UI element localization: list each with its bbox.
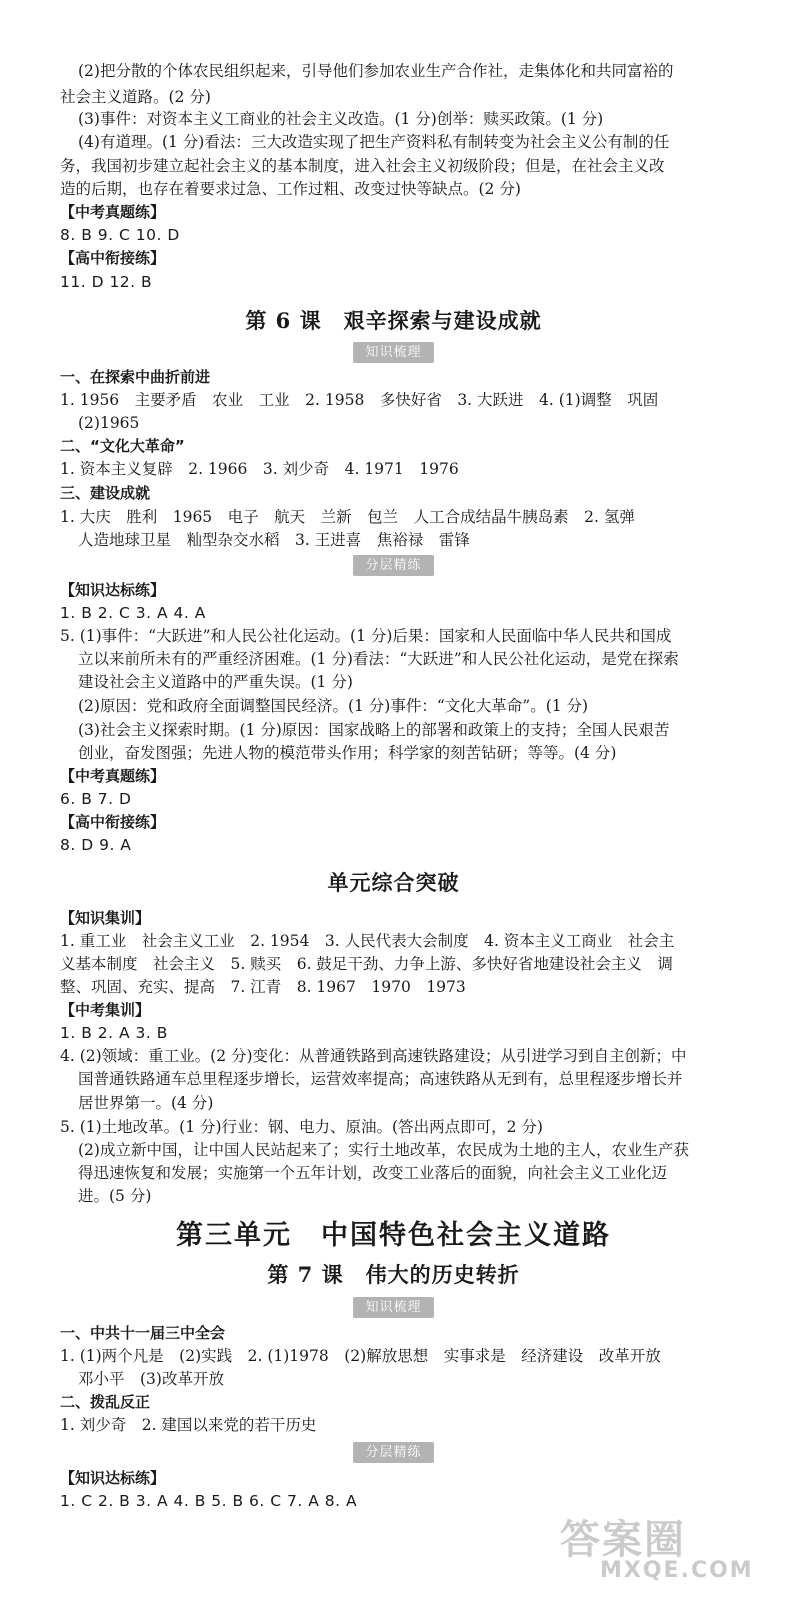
subsection-heading: 三、建设成就 [60, 484, 151, 502]
text-line: 务，我国初步建立起社会主义的基本制度，进入社会主义初级阶段；但是，在社会主义改 [60, 157, 665, 175]
answer-line: 11. D 12. B [60, 273, 153, 291]
subsection-heading: 二、拨乱反正 [60, 1393, 151, 1411]
watermark-url: MXQE.COM [600, 1558, 754, 1583]
watermark-logo [560, 1508, 770, 1588]
text-line: (2)把分散的个体农民组织起来，引导他们参加农业生产合作社，走集体化和共同富裕的 [78, 62, 674, 80]
text-line: 立以来前所未有的严重经济困难。(1 分)看法：“大跃进”和人民公社化运动，是党在探索 [78, 650, 679, 668]
text-line: 1. 重工业 社会主义工业 2. 1954 3. 人民代表大会制度 4. 资本主义工商业 社会主 [60, 932, 675, 950]
text-line: 1. 1956 主要矛盾 农业 工业 2. 1958 多快好省 3. 大跃进 4. (1)调整 巩固 [60, 391, 659, 409]
text-line: 进。(5 分) [78, 1187, 152, 1205]
section-tag: 知识梳理 [353, 342, 433, 363]
text-line: 得迅速恢复和发展；实施第一个五年计划，改变工业落后的面貌，向社会主义工业化迈 [78, 1164, 668, 1182]
unit-title: 第三单元 中国特色社会主义道路 [176, 1220, 611, 1251]
section-bracket-label: 【知识达标练】 [60, 1469, 166, 1487]
text-line: 义基本制度 社会主义 5. 赎买 6. 鼓足干劲、力争上游、多快好省地建设社会主义 调 [60, 955, 673, 973]
text-line: 1. 资本主义复辟 2. 1966 3. 刘少奇 4. 1971 1976 [60, 460, 459, 478]
lesson-title: 第 7 课 伟大的历史转折 [267, 1262, 520, 1287]
text-line: 4. (2)领域：重工业。(2 分)变化：从普通铁路到高速铁路建设；从引进学习到自主创新；中 [60, 1047, 687, 1065]
watermark-text: 答案圈 [560, 1517, 686, 1563]
text-line: 创业，奋发图强；先进人物的模范带头作用；科学家的刻苦钻研；等等。(4 分) [78, 744, 617, 762]
text-line: 人造地球卫星 籼型杂交水稻 3. 王进喜 焦裕禄 雷锋 [78, 531, 470, 549]
section-bracket-label: 【中考真题练】 [60, 767, 166, 785]
text-line: (2)原因：党和政府全面调整国民经济。(1 分)事件：“文化大革命”。(1 分) [78, 697, 589, 715]
text-line: (4)有道理。(1 分)看法：三大改造实现了把生产资料私有制转变为社会主义公有制的任 [78, 133, 670, 151]
text-line: (3)事件：对资本主义工商业的社会主义改造。(1 分)创举：赎买政策。(1 分) [78, 110, 604, 128]
subsection-heading: 一、在探索中曲折前进 [60, 368, 211, 386]
text-line: 邓小平 (3)改革开放 [78, 1370, 224, 1388]
tag-wrapper [0, 1442, 787, 1463]
section-bracket-label: 【高中衔接练】 [60, 813, 166, 831]
text-line: 整、巩固、充实、提高 7. 江青 8. 1967 1970 1973 [60, 978, 466, 996]
section-bracket-label: 【中考真题练】 [60, 203, 166, 221]
text-line: (2)成立新中国，让中国人民站起来了；实行土地改革，农民成为土地的主人，农业生产获 [78, 1141, 689, 1159]
subsection-heading: 二、“文化大革命” [60, 437, 185, 455]
text-line: 1. (1)两个凡是 (2)实践 2. (1)1978 (2)解放思想 实事求是 经济建设 改革开放 [60, 1347, 661, 1365]
lesson-title: 第 6 课 艰辛探索与建设成就 [245, 308, 542, 333]
section-bracket-label: 【中考集训】 [60, 1001, 151, 1019]
text-line: 5. (1)土地改革。(1 分)行业：钢、电力、原油。(答出两点即可，2 分) [60, 1118, 543, 1136]
text-line: 社会主义道路。(2 分) [60, 88, 211, 106]
section-tag: 知识梳理 [353, 1297, 433, 1318]
subsection-heading: 一、中共十一届三中全会 [60, 1324, 226, 1342]
answer-line: 1. C 2. B 3. A 4. B 5. B 6. C 7. A 8. A [60, 1492, 358, 1510]
text-line: 1. 大庆 胜利 1965 电子 航天 兰新 包兰 人工合成结晶牛胰岛素 2. 氢弹 [60, 508, 635, 526]
text-line: 居世界第一。(4 分) [78, 1094, 214, 1112]
section-bracket-label: 【高中衔接练】 [60, 249, 166, 267]
section-tag: 分层精练 [353, 1442, 433, 1463]
section-tag: 分层精练 [353, 555, 433, 576]
tag-wrapper [0, 342, 787, 363]
tag-wrapper [0, 1297, 787, 1318]
unit-review-title: 单元综合突破 [327, 870, 460, 895]
text-line: (2)1965 [78, 414, 140, 432]
answer-line: 6. B 7. D [60, 790, 132, 808]
answer-line: 8. B 9. C 10. D [60, 226, 180, 244]
text-line: 造的后期，也存在着要求过急、工作过粗、改变过快等缺点。(2 分) [60, 180, 521, 198]
section-bracket-label: 【知识集训】 [60, 909, 151, 927]
text-line: (3)社会主义探索时期。(1 分)原因：国家战略上的部署和政策上的支持；全国人民艰苦 [78, 721, 670, 739]
text-line: 建设社会主义道路中的严重失误。(1 分) [78, 673, 353, 691]
tag-wrapper [0, 555, 787, 576]
text-line: 国普通铁路通车总里程逐步增长，运营效率提高；高速铁路从无到有，总里程逐步增长并 [78, 1070, 683, 1088]
answer-line: 1. B 2. C 3. A 4. A [60, 604, 206, 622]
text-line: 5. (1)事件：“大跃进”和人民公社化运动。(1 分)后果：国家和人民面临中华人民共和国成 [60, 627, 672, 645]
answer-line: 8. D 9. A [60, 836, 132, 854]
answer-line: 1. B 2. A 3. B [60, 1024, 168, 1042]
text-line: 1. 刘少奇 2. 建国以来党的若干历史 [60, 1416, 317, 1434]
section-bracket-label: 【知识达标练】 [60, 581, 166, 599]
